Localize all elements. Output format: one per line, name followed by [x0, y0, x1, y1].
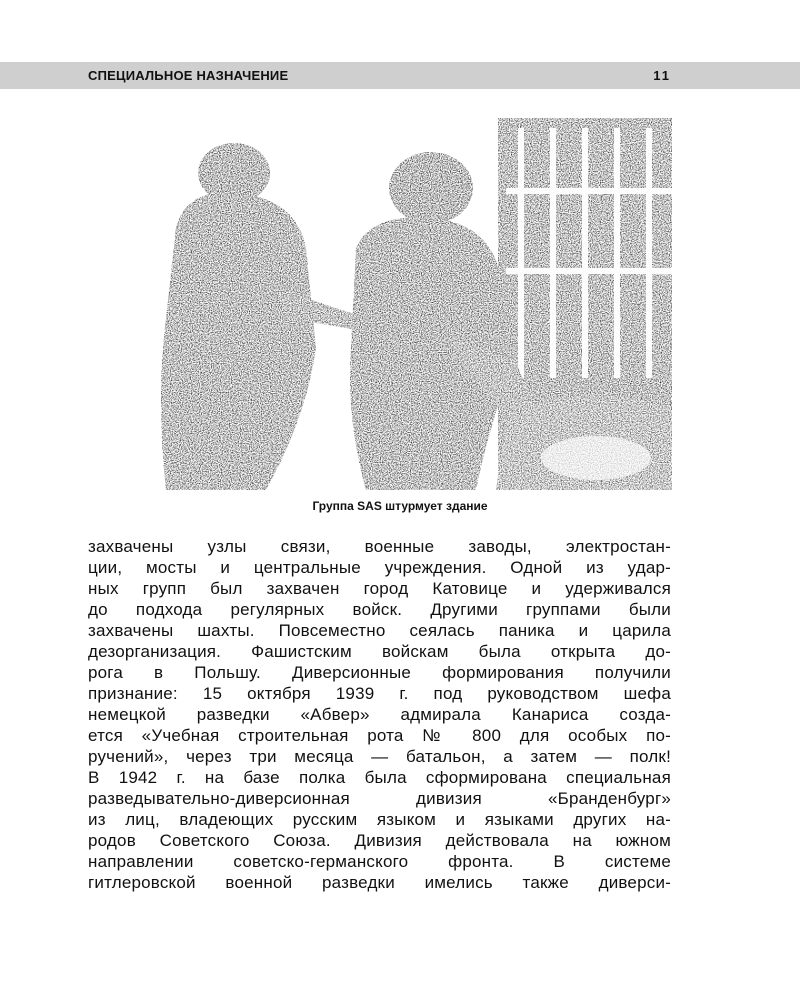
text-line: ции, мосты и центральные учреждения. Одной из удар-	[88, 558, 671, 577]
body-paragraph	[88, 536, 671, 893]
text-line: гитлеровской военной разведки имелись также диверси-	[88, 873, 671, 892]
text-line: ется «Учебная строительная рота № 800 для особых по-	[88, 726, 671, 745]
text-line: захвачены узлы связи, военные заводы, электростан-	[88, 537, 671, 556]
text-line: родов Советского Союза. Дивизия действовала на южном	[88, 831, 671, 850]
photo-caption: Группа SAS штурмует здание	[312, 499, 488, 513]
text-line: захвачены шахты. Повсеместно сеялась паника и царила	[88, 621, 671, 640]
text-line: направлении советско-германского фронта. В системе	[88, 852, 671, 871]
text-line: из лиц, владеющих русским языком и языками других на-	[88, 810, 671, 829]
text-line: ручений», через три месяца — батальон, а затем — полк!	[88, 747, 671, 766]
text-line: признание: 15 октября 1939 г. под руководством шефа	[88, 684, 671, 703]
text-line: В 1942 г. на базе полка была сформирована специальная	[88, 768, 671, 787]
text-line: разведывательно-диверсионная дивизия «Бранденбург»	[88, 789, 671, 808]
text-line: немецкой разведки «Абвер» адмирала Канариса созда-	[88, 705, 671, 724]
section-title: СПЕЦИАЛЬНОЕ НАЗНАЧЕНИЕ	[88, 68, 289, 83]
text-line: до подхода регулярных войск. Другими группами были	[88, 600, 671, 619]
text-line: дезорганизация. Фашистским войскам была открыта до-	[88, 642, 671, 661]
text-line: рога в Польшу. Диверсионные формирования получили	[88, 663, 671, 682]
running-header	[0, 62, 800, 89]
photo-illustration	[146, 118, 672, 490]
text-line: ных групп был захвачен город Катовице и удерживался	[88, 579, 671, 598]
page-number: 11	[653, 68, 671, 83]
photo-sas-assault	[146, 118, 672, 490]
